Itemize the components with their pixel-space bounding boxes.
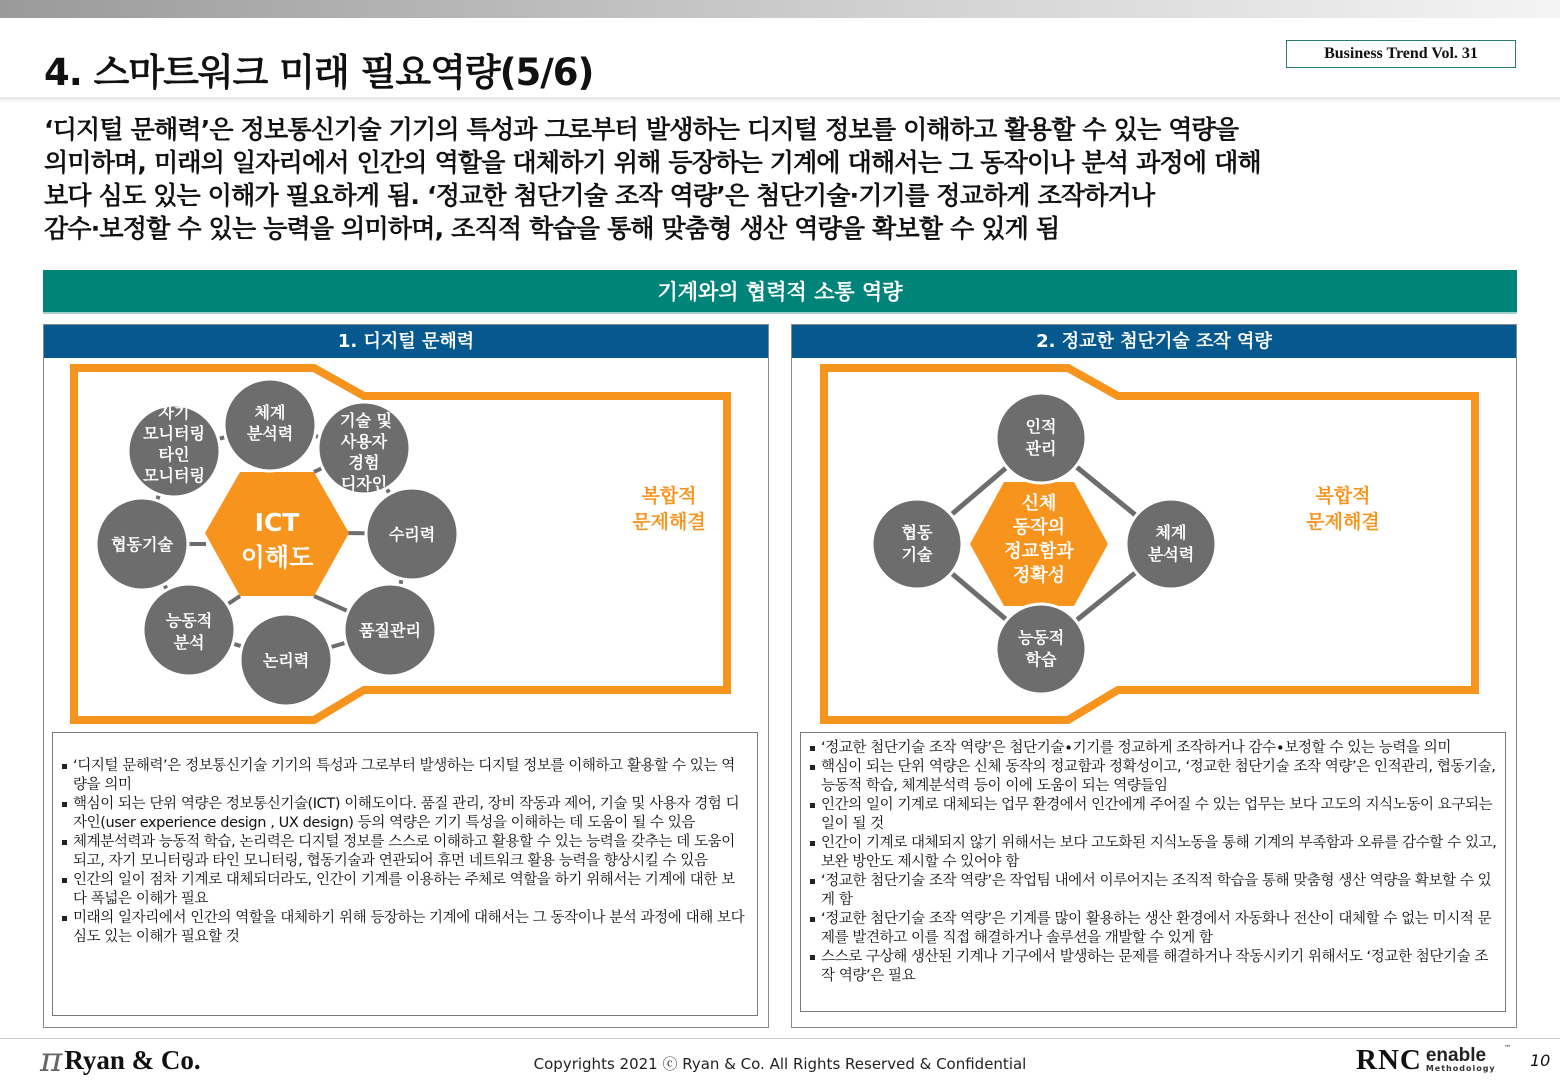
precision-tech-notes — [800, 732, 1506, 1012]
node-label: 기술 — [901, 545, 933, 564]
methodology-text: Methodology — [1425, 1064, 1496, 1073]
digital-literacy-diagram — [44, 358, 770, 758]
list-item: ‘정교한 첨단기술 조작 역량’은 기계를 많이 활용하는 생산 환경에서 자동화나 전산이 대체할 수 없는 미시적 문제를 발견하고 이를 직접 해결하거나 솔루션을 개발할 수 있게 함 — [809, 910, 1497, 948]
copyright-text: Copyrights 2021 ⓒ Ryan & Co. All Rights Reserved & Confidential — [533, 1055, 1027, 1073]
node-label: 능동적 — [165, 611, 213, 630]
node-label: 분석력 — [246, 424, 294, 443]
list-item: ‘정교한 첨단기술 조작 역량’은 첨단기술∙기기를 정교하게 조작하거나 감수∙보정할 수 있는 능력을 의미 — [809, 739, 1497, 758]
intro-line: 의미하며, 미래의 일자리에서 인간의 역할을 대체하기 위해 등장하는 기계에 대해서는 그 동작이나 분석 과정에 대해 — [44, 148, 1261, 177]
hex-text: ICT — [254, 508, 300, 537]
precision-tech-diagram — [792, 358, 1518, 758]
digital-literacy-notes — [52, 732, 758, 1016]
intro-paragraph — [44, 113, 1524, 245]
title-divider — [0, 97, 1560, 103]
intro-line: ‘디지털 문해력’은 정보통신기술 기기의 특성과 그로부터 발생하는 디지털 정보를 이해하고 활용할 수 있는 역량을 — [44, 115, 1239, 144]
node-mathematics — [366, 488, 458, 580]
node-label: 협동기술 — [111, 535, 173, 554]
pi-icon: π — [40, 1040, 63, 1080]
node-label: 분석력 — [1147, 545, 1195, 564]
node-label: 수리력 — [388, 525, 436, 544]
node-label: 협동 — [901, 523, 933, 542]
node-label: 자기 — [158, 403, 190, 422]
node-label: 사용자 — [340, 432, 388, 451]
node-active-learning — [996, 604, 1086, 694]
node-label: 능동적 — [1017, 628, 1065, 647]
list-item: 핵심이 되는 단위 역량은 신체 동작의 정교함과 정확성이고, ‘정교한 첨단기술 조작 역량’은 인적관리, 협동기술, 능동적 학습, 체계분석력 등이 이에 도움이 되는 역량들임 — [809, 758, 1497, 796]
hex-text: 동작의 — [1012, 517, 1066, 538]
node-label: 체계 — [254, 403, 286, 422]
page-title: 4. 스마트워크 미래 필요역량(5/6) — [44, 51, 594, 94]
outcome-label: 문제해결 — [1306, 511, 1380, 533]
node-label: 품질관리 — [359, 621, 421, 640]
issue-badge: Business Trend Vol. 31 — [1286, 40, 1516, 68]
trademark-mark: ™ — [1504, 1044, 1511, 1052]
hex-text: 신체 — [1021, 493, 1057, 514]
node-active-analysis — [143, 584, 235, 676]
panel-header: 2. 정교한 첨단기술 조작 역량 — [792, 325, 1516, 358]
footer-divider — [0, 1038, 1560, 1039]
node-label: 경험 — [348, 453, 380, 472]
hex-text: 정확성 — [1012, 565, 1066, 586]
list-item: 미래의 일자리에서 인간의 역할을 대체하기 위해 등장하는 기계에 대해서는 그 동작이나 분석 과정에 대해 보다 심도 있는 이해가 필요할 것 — [61, 909, 747, 947]
hex-text: 정교함과 — [1004, 541, 1074, 562]
node-coordination — [872, 499, 962, 589]
list-item: ‘디지털 문해력’은 정보통신기술 기기의 특성과 그로부터 발생하는 디지털 정보를 이해하고 활용할 수 있는 역량을 의미 — [61, 757, 747, 795]
list-item: 인간이 기계로 대체되지 않기 위해서는 보다 고도화된 지식노동을 통해 기계의 부족함과 오류를 감수할 수 있고, 보완 방안도 제시할 수 있어야 함 — [809, 834, 1497, 872]
node-label: 기술 및 — [340, 411, 392, 430]
enable-logo-text: enable — [1425, 1045, 1487, 1066]
node-label: 분석 — [173, 633, 205, 652]
node-label: 학습 — [1025, 650, 1057, 669]
panel-header: 1. 디지털 문해력 — [44, 325, 768, 358]
list-item: ‘정교한 첨단기술 조작 역량’은 작업팀 내에서 이루어지는 조직적 학습을 통해 맞춤형 생산 역량을 확보할 수 있게 함 — [809, 872, 1497, 910]
rnc-logo-text: RNC — [1356, 1044, 1422, 1076]
node-label: 모니터링 — [143, 424, 205, 443]
node-coordination — [96, 498, 188, 590]
intro-line: 감수∙보정할 수 있는 능력을 의미하며, 조직적 학습을 통해 맞춤형 생산 역량을 확보할 수 있게 됨 — [44, 214, 1060, 243]
outcome-label: 복합적 — [1315, 485, 1371, 507]
node-label: 논리력 — [262, 651, 310, 670]
hex-text: 이해도 — [240, 543, 314, 572]
outcome-label: 문제해결 — [632, 511, 706, 533]
node-label: 체계 — [1155, 523, 1187, 542]
ryan-logo-text: Ryan & Co. — [64, 1044, 201, 1075]
node-systems-analysis — [1126, 499, 1216, 589]
node-personnel-management — [996, 393, 1086, 483]
list-item: 핵심이 되는 단위 역량은 정보통신기술(ICT) 이해도이다. 품질 관리, 장비 작동과 제어, 기술 및 사용자 경험 디자인(user experience design , UX design) 등의 역량은 기기 특성을 이해하는 데 도움이 될 수 있음 — [61, 795, 747, 833]
node-label: 타인 — [158, 445, 190, 464]
list-item: 체계분석력과 능동적 학습, 논리력은 디지털 정보를 스스로 이해하고 활용할 수 있는 능력을 갖추는 데 도움이 되고, 자기 모니터링과 타인 모니터링, 협동기술과 연관되어 휴먼 네트워크 활용 능력을 향상시킬 수 있음 — [61, 833, 747, 871]
intro-line: 보다 심도 있는 이해가 필요하게 됨. ‘정교한 첨단기술 조작 역량’은 첨단기술∙기기를 정교하게 조작하거나 — [44, 181, 1155, 210]
section-banner: 기계와의 협력적 소통 역량 — [43, 270, 1517, 314]
node-label: 모니터링 — [143, 466, 205, 485]
node-label: 인적 — [1025, 417, 1057, 436]
list-item: 인간의 일이 점차 기계로 대체되더라도, 인간이 기계를 이용하는 주체로 역할을 하기 위해서는 기계에 대한 보다 폭넓은 이해가 필요 — [61, 871, 747, 909]
page-number: 10 — [1530, 1051, 1551, 1070]
list-item: 인간의 일이 기계로 대체되는 업무 환경에서 인간에게 주어질 수 있는 업무는 보다 고도의 지식노동이 요구되는 일이 될 것 — [809, 796, 1497, 834]
list-item: 스스로 구상해 생산된 기계나 기구에서 발생하는 문제를 해결하거나 작동시키기 위해서도 ‘정교한 첨단기술 조작 역량’은 필요 — [809, 948, 1497, 986]
node-systems-analysis — [224, 379, 316, 471]
top-gradient-bar — [0, 0, 1560, 18]
outcome-label: 복합적 — [641, 485, 697, 507]
rnc-logo — [1356, 1044, 1511, 1077]
node-ux-design — [318, 402, 410, 494]
node-self-monitoring — [128, 403, 220, 497]
node-label: 관리 — [1025, 439, 1057, 458]
node-quality-control — [344, 584, 436, 676]
node-label: 디자인 — [340, 474, 388, 493]
node-logic — [240, 614, 332, 706]
